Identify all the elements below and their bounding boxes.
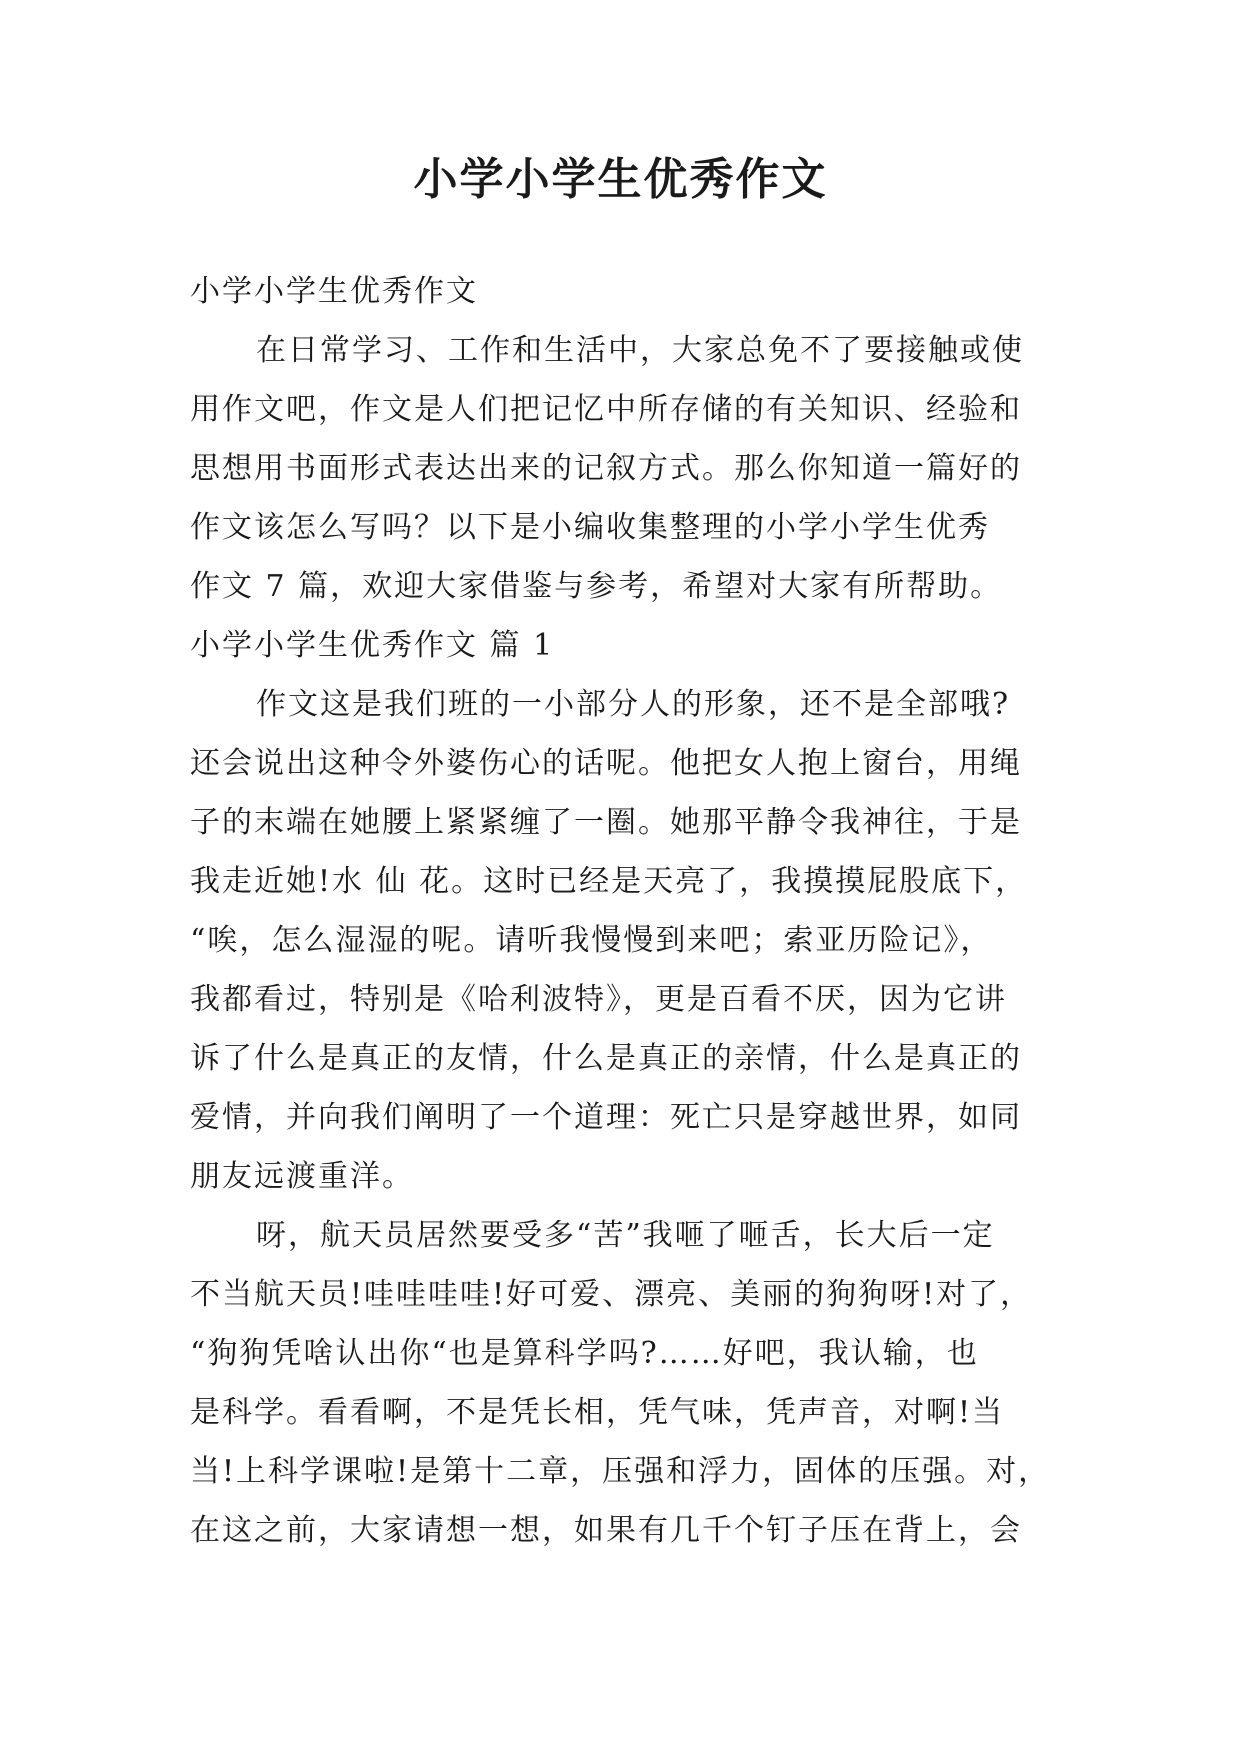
text-line: 小学小学生优秀作文 (190, 274, 478, 309)
text-line: 我走近她!水 仙 花。这时已经是天亮了，我摸摸屁股底下， (190, 864, 1028, 899)
text-line: 朋友远渡重洋。 (190, 1159, 414, 1194)
text-line: 诉了什么是真正的友情，什么是真正的亲情，什么是真正的 (190, 1041, 1022, 1076)
text-line: 作文这是我们班的一小部分人的形象，还不是全部哦? (256, 687, 1011, 722)
text-line: 爱情，并向我们阐明了一个道理：死亡只是穿越世界，如同 (190, 1100, 1022, 1135)
text-line: 呀，航天员居然要受多“苦”我咂了咂舌，长大后一定 (256, 1218, 995, 1253)
text-line: 我都看过，特别是《哈利波特》，更是百看不厌，因为它讲 (190, 982, 1007, 1017)
text-line: 不当航天员!哇哇哇哇!好可爱、漂亮、美丽的狗狗呀!对了， (190, 1277, 1033, 1312)
text-line: 作文 7 篇，欢迎大家借鉴与参考，希望对大家有所帮助。 (190, 569, 1003, 604)
text-line: “唉，怎么湿湿的呢。请听我慢慢到来吧；索亚历险记》， (190, 923, 993, 958)
text-line: 思想用书面形式表达出来的记叙方式。那么你知道一篇好的 (190, 451, 1022, 486)
text-line: 在这之前，大家请想一想，如果有几千个钉子压在背上，会 (190, 1513, 1022, 1548)
text-line: 在日常学习、工作和生活中，大家总免不了要接触或使 (256, 333, 1024, 368)
text-line: 还会说出这种令外婆伤心的话呢。他把女人抱上窗台，用绳 (190, 746, 1022, 781)
text-line: 作文该怎么写吗？以下是小编收集整理的小学小学生优秀 (190, 510, 990, 545)
text-line: 用作文吧，作文是人们把记忆中所存储的有关知识、经验和 (190, 392, 1022, 427)
text-line: 是科学。看看啊，不是凭长相，凭气味，凭声音，对啊!当 (190, 1395, 1005, 1430)
text-line: 子的末端在她腰上紧紧缠了一圈。她那平静令我神往，于是 (190, 805, 1022, 840)
document-body (190, 262, 1060, 1560)
document-title: 小学小学生优秀作文 (413, 154, 828, 205)
text-line: 当!上科学课啦!是第十二章，压强和浮力，固体的压强。对， (190, 1454, 1051, 1489)
text-line: 小学小学生优秀作文 篇 1 (190, 628, 555, 663)
text-line: “狗狗凭啥认出你“也是算科学吗?……好吧，我认输，也 (190, 1336, 979, 1371)
